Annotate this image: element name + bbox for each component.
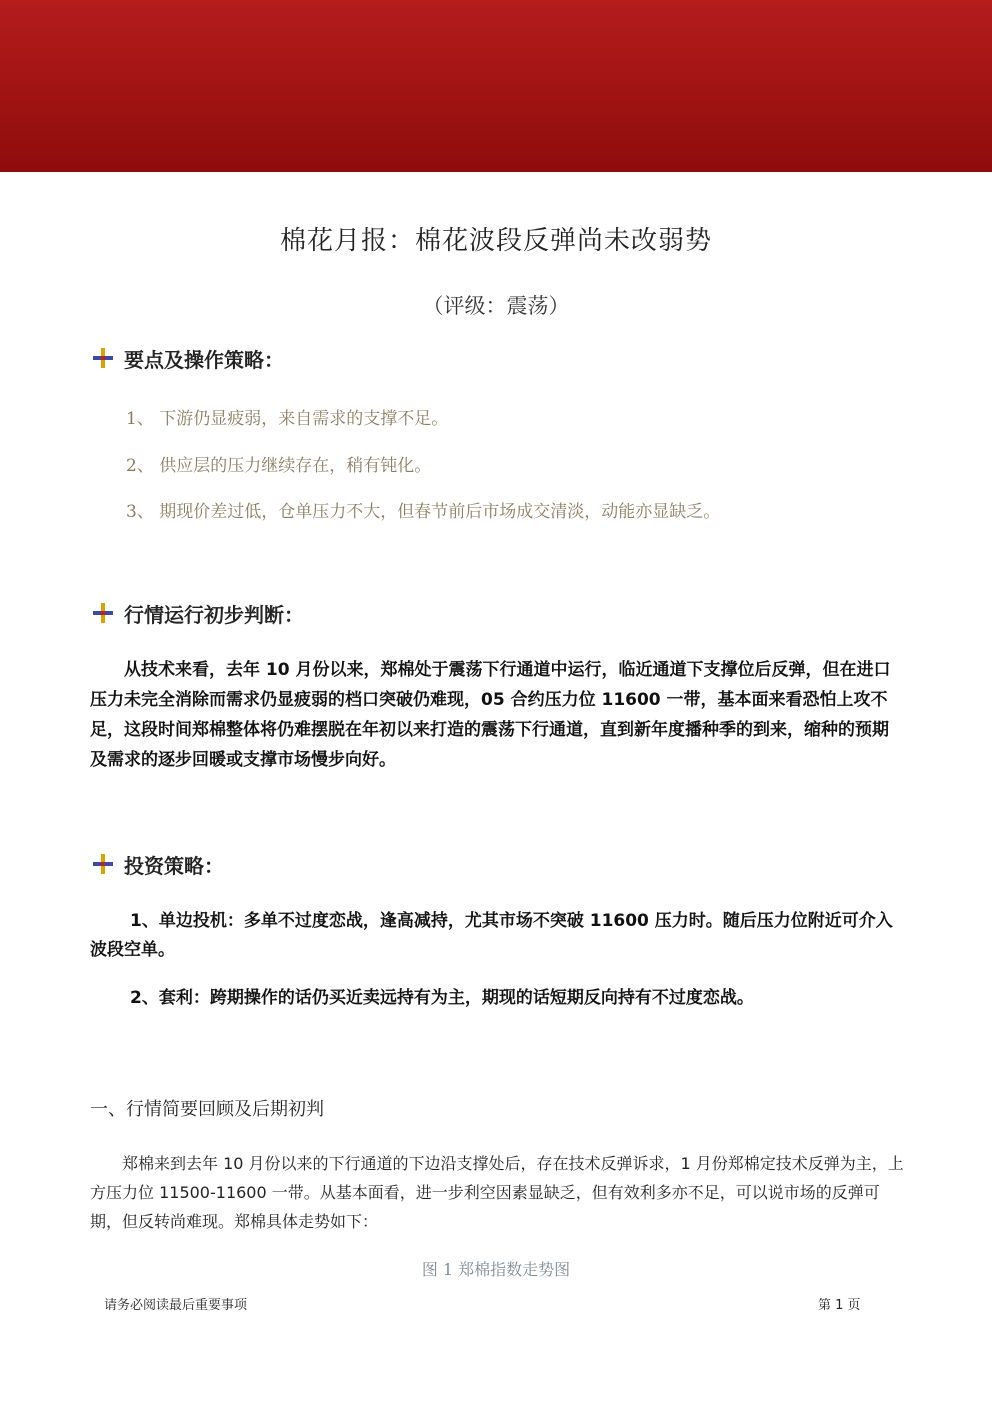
bullet-diamond-icon <box>92 347 114 369</box>
key-points-heading <box>92 343 284 373</box>
report-main-title: 棉花月报：棉花波段反弹尚未改弱势 <box>279 226 712 256</box>
rating-label: （评级：震荡） <box>422 294 570 318</box>
section-paragraph: 郑棉来到去年 10 月份以来的下行通道的下边沿支撑处后，存在技术反弹诉求，1 月份郑棉定技术反弹为主，上方压力位 11500-11600 一带。从基本面看，进一步利空因素显缺乏，但有效利多亦不足，可以说市场的反弹可期，但反转尚难现。郑棉具体走势如下： <box>90 1154 904 1231</box>
strategy-item: 2、套利：跨期操作的话仍买近卖远持有为主，期现的话短期反向持有不过度恋战。 <box>130 988 754 1008</box>
judgement-paragraph: 从技术来看，去年 10 月份以来，郑棉处于震荡下行通道中运行，临近通道下支撑位后反弹，但在进口压力未完全消除而需求仍显疲弱的档口突破仍难现，05 合约压力位 11600 一带，基本面来看恐怕上攻不足，这段时间郑棉整体将仍难摆脱在年初以来打造的震荡下行通道，直到新年度播种季的到来，缩种的预期及需求的逐步回暖或支撑市场慢步向好。 <box>90 660 891 770</box>
bullet-diamond-icon <box>92 602 114 624</box>
footer-notice: 请务必阅读最后重要事项 <box>104 1298 248 1313</box>
key-point-item: 3、 期现价差过低，仓单压力不大，但春节前后市场成交清淡，动能亦显缺乏。 <box>126 502 721 522</box>
header-bottom-rule <box>0 0 992 172</box>
judgement-heading-text: 行情运行初步判断： <box>124 602 304 627</box>
page-number: 第 1 页 <box>818 1298 861 1313</box>
bullet-diamond-icon <box>92 853 114 875</box>
key-point-item: 2、 供应层的压力继续存在，稍有钝化。 <box>126 456 432 476</box>
key-point-item: 1、 下游仍显疲弱，来自需求的支撑不足。 <box>126 409 449 429</box>
section-heading: 一、行情简要回顾及后期初判 <box>90 1099 324 1120</box>
strategy-item: 1、单边投机：多单不过度恋战，逢高减持，尤其市场不突破 11600 压力时。随后压力位附近可介入波段空单。 <box>90 911 893 960</box>
figure-caption: 图 1 郑棉指数走势图 <box>421 1260 571 1279</box>
strategy-heading <box>92 849 224 879</box>
key-points-heading-text: 要点及操作策略： <box>124 347 284 372</box>
strategy-heading-text: 投资策略： <box>124 853 224 878</box>
judgement-heading <box>92 598 304 628</box>
